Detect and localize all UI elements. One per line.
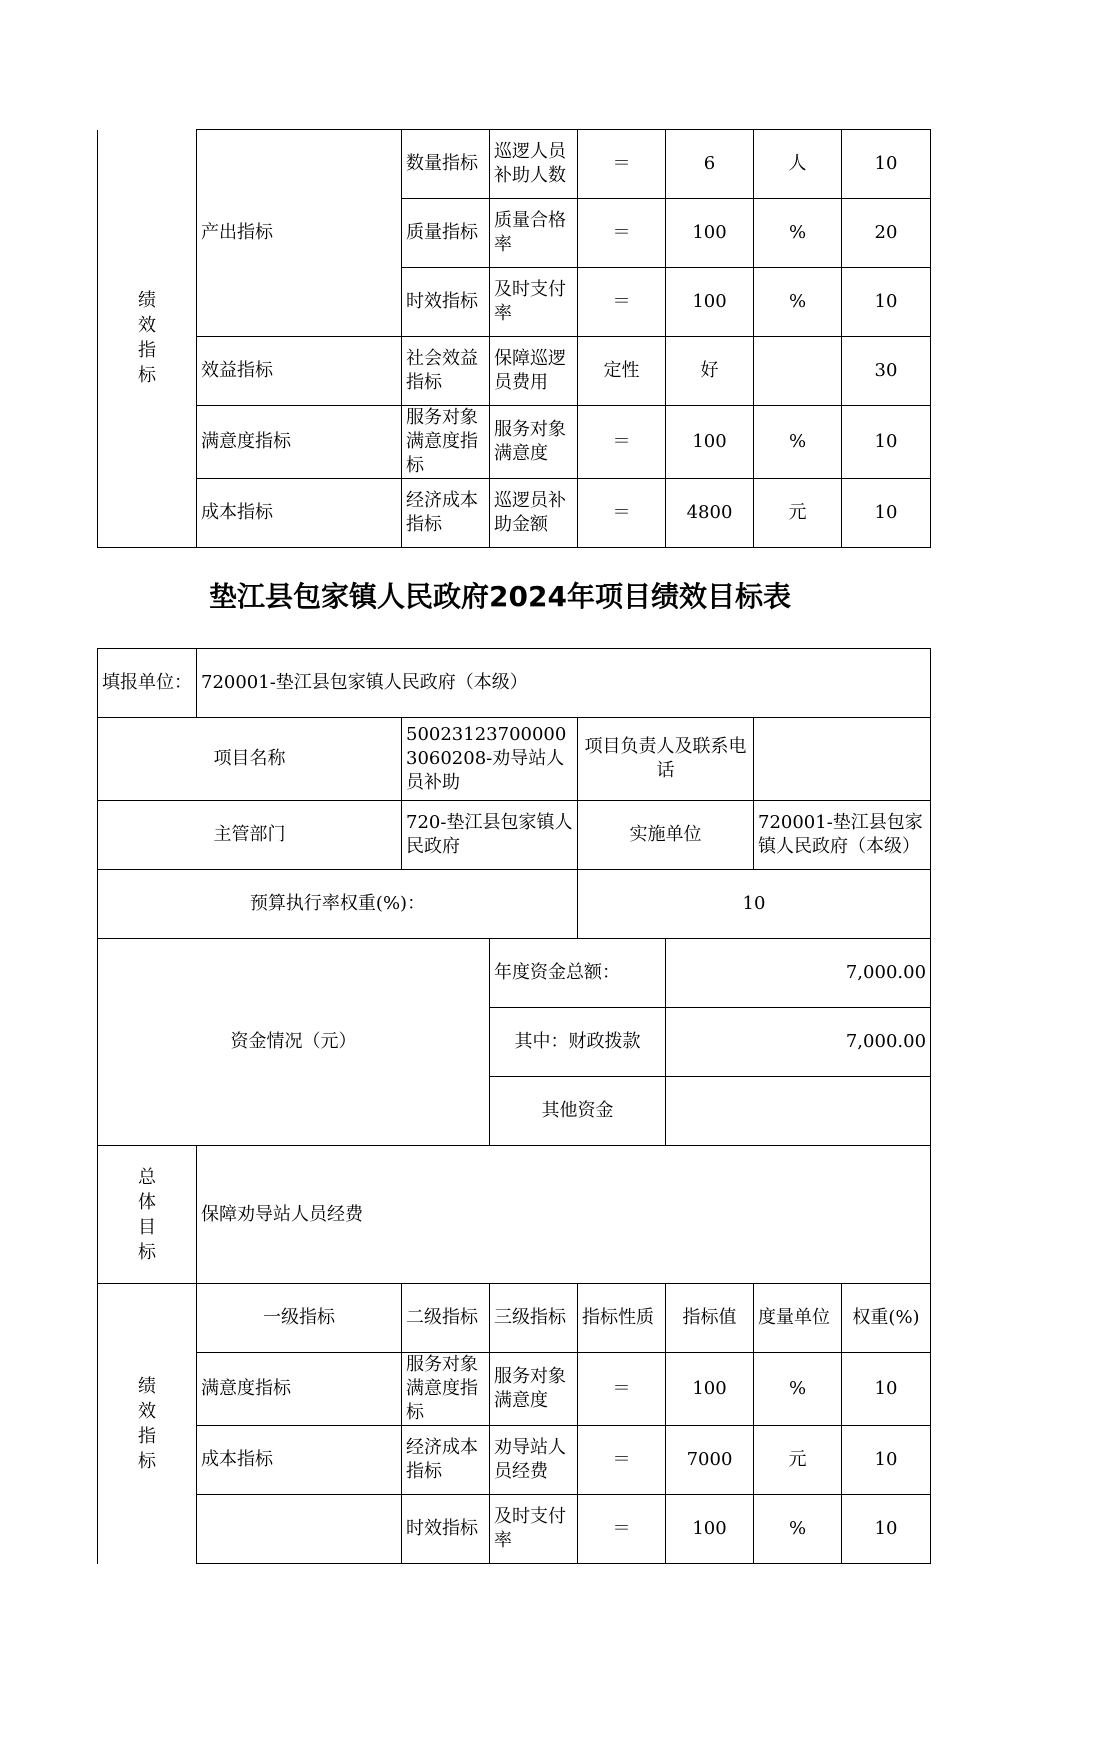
level2-cell: 服务对象满意度指标 [402, 1353, 490, 1426]
nature-cell: ＝ [578, 479, 666, 548]
value-cell: 100 [666, 406, 754, 479]
table-row [98, 649, 931, 718]
header-level3: 三级指标 [490, 1284, 578, 1353]
nature-cell: ＝ [578, 1426, 666, 1495]
project-name-value: 500231237000003060208-劝导站人员补助 [402, 718, 578, 801]
annual-total-value: 7,000.00 [666, 939, 931, 1008]
impl-unit-label: 实施单位 [578, 801, 754, 870]
nature-cell: ＝ [578, 199, 666, 268]
project-leader-value [754, 718, 931, 801]
level3-cell: 巡逻人员补助人数 [490, 130, 578, 199]
weight-cell: 30 [842, 337, 931, 406]
weight-cell: 10 [842, 268, 931, 337]
project-info-table [97, 648, 931, 1564]
level2-cell: 时效指标 [402, 268, 490, 337]
table-row [98, 1426, 931, 1495]
level3-cell: 劝导站人员经费 [490, 1426, 578, 1495]
project-name-label: 项目名称 [98, 718, 402, 801]
header-level1: 一级指标 [197, 1284, 402, 1353]
unit-cell: 元 [754, 1426, 842, 1495]
table-row [98, 1146, 931, 1284]
top-indicator-table [97, 129, 931, 548]
budget-rate-label: 预算执行率权重(%)： [98, 870, 578, 939]
budget-rate-value: 10 [578, 870, 931, 939]
level2-cell: 社会效益指标 [402, 337, 490, 406]
weight-cell: 10 [842, 1426, 931, 1495]
nature-cell: ＝ [578, 268, 666, 337]
value-cell: 6 [666, 130, 754, 199]
indicator-group-label: 绩效指标 [98, 130, 197, 548]
value-cell: 100 [666, 1495, 754, 1564]
project-leader-label: 项目负责人及联系电话 [578, 718, 754, 801]
unit-cell: 人 [754, 130, 842, 199]
weight-cell: 10 [842, 406, 931, 479]
fiscal-label: 其中：财政拨款 [490, 1008, 666, 1077]
table-row [98, 718, 931, 801]
weight-cell: 20 [842, 199, 931, 268]
table-row [98, 801, 931, 870]
page-title: 垫江县包家镇人民政府2024年项目绩效目标表 [209, 580, 791, 613]
table-row [98, 479, 931, 548]
indicator-group-label: 绩效指标 [98, 1284, 197, 1564]
nature-cell: ＝ [578, 1353, 666, 1426]
level2-cell: 时效指标 [402, 1495, 490, 1564]
value-cell: 100 [666, 1353, 754, 1426]
table-row [98, 1495, 931, 1564]
table-row [98, 406, 931, 479]
level2-cell: 服务对象满意度指标 [402, 406, 490, 479]
value-cell: 100 [666, 199, 754, 268]
other-funds-value [666, 1077, 931, 1146]
header-unit: 度量单位 [754, 1284, 842, 1353]
level2-cell: 经济成本指标 [402, 479, 490, 548]
unit-cell: % [754, 199, 842, 268]
header-value: 指标值 [666, 1284, 754, 1353]
unit-cell: % [754, 1353, 842, 1426]
level3-cell: 质量合格率 [490, 199, 578, 268]
value-cell: 100 [666, 268, 754, 337]
unit-cell: % [754, 268, 842, 337]
header-weight: 权重(%) [842, 1284, 931, 1353]
level2-cell: 经济成本指标 [402, 1426, 490, 1495]
table-row [98, 337, 931, 406]
unit-cell [754, 337, 842, 406]
level3-cell: 服务对象满意度 [490, 406, 578, 479]
fill-unit-label: 填报单位： [98, 649, 197, 718]
value-cell: 7000 [666, 1426, 754, 1495]
header-nature: 指标性质 [578, 1284, 666, 1353]
level2-cell: 数量指标 [402, 130, 490, 199]
table-row [98, 939, 931, 1008]
value-cell: 4800 [666, 479, 754, 548]
table-row [98, 870, 931, 939]
level1-cell: 效益指标 [197, 337, 402, 406]
level1-cell [197, 1495, 402, 1564]
weight-cell: 10 [842, 1495, 931, 1564]
value-cell: 好 [666, 337, 754, 406]
level1-cell: 满意度指标 [197, 1353, 402, 1426]
header-level2: 二级指标 [402, 1284, 490, 1353]
weight-cell: 10 [842, 130, 931, 199]
fiscal-value: 7,000.00 [666, 1008, 931, 1077]
impl-unit-value: 720001-垫江县包家镇人民政府（本级） [754, 801, 931, 870]
level2-cell: 质量指标 [402, 199, 490, 268]
level3-cell: 保障巡逻员费用 [490, 337, 578, 406]
unit-cell: % [754, 406, 842, 479]
annual-total-label: 年度资金总额： [490, 939, 666, 1008]
table-header-row [98, 1284, 931, 1353]
level1-cell: 成本指标 [197, 1426, 402, 1495]
weight-cell: 10 [842, 1353, 931, 1426]
level1-cell: 成本指标 [197, 479, 402, 548]
nature-cell: ＝ [578, 1495, 666, 1564]
unit-cell: % [754, 1495, 842, 1564]
weight-cell: 10 [842, 479, 931, 548]
dept-value: 720-垫江县包家镇人民政府 [402, 801, 578, 870]
table-row [98, 130, 931, 199]
nature-cell: ＝ [578, 406, 666, 479]
table-row [98, 1353, 931, 1426]
level3-cell: 巡逻员补助金额 [490, 479, 578, 548]
overall-goal-label: 总体目标 [98, 1146, 197, 1284]
dept-label: 主管部门 [98, 801, 402, 870]
level1-cell: 满意度指标 [197, 406, 402, 479]
level3-cell: 及时支付率 [490, 268, 578, 337]
level3-cell: 服务对象满意度 [490, 1353, 578, 1426]
other-funds-label: 其他资金 [490, 1077, 666, 1146]
nature-cell: ＝ [578, 130, 666, 199]
unit-cell: 元 [754, 479, 842, 548]
level3-cell: 及时支付率 [490, 1495, 578, 1564]
funds-label: 资金情况（元） [98, 939, 490, 1146]
nature-cell: 定性 [578, 337, 666, 406]
fill-unit-value: 720001-垫江县包家镇人民政府（本级） [197, 649, 931, 718]
overall-goal-value: 保障劝导站人员经费 [197, 1146, 931, 1284]
level1-cell: 产出指标 [197, 130, 402, 337]
